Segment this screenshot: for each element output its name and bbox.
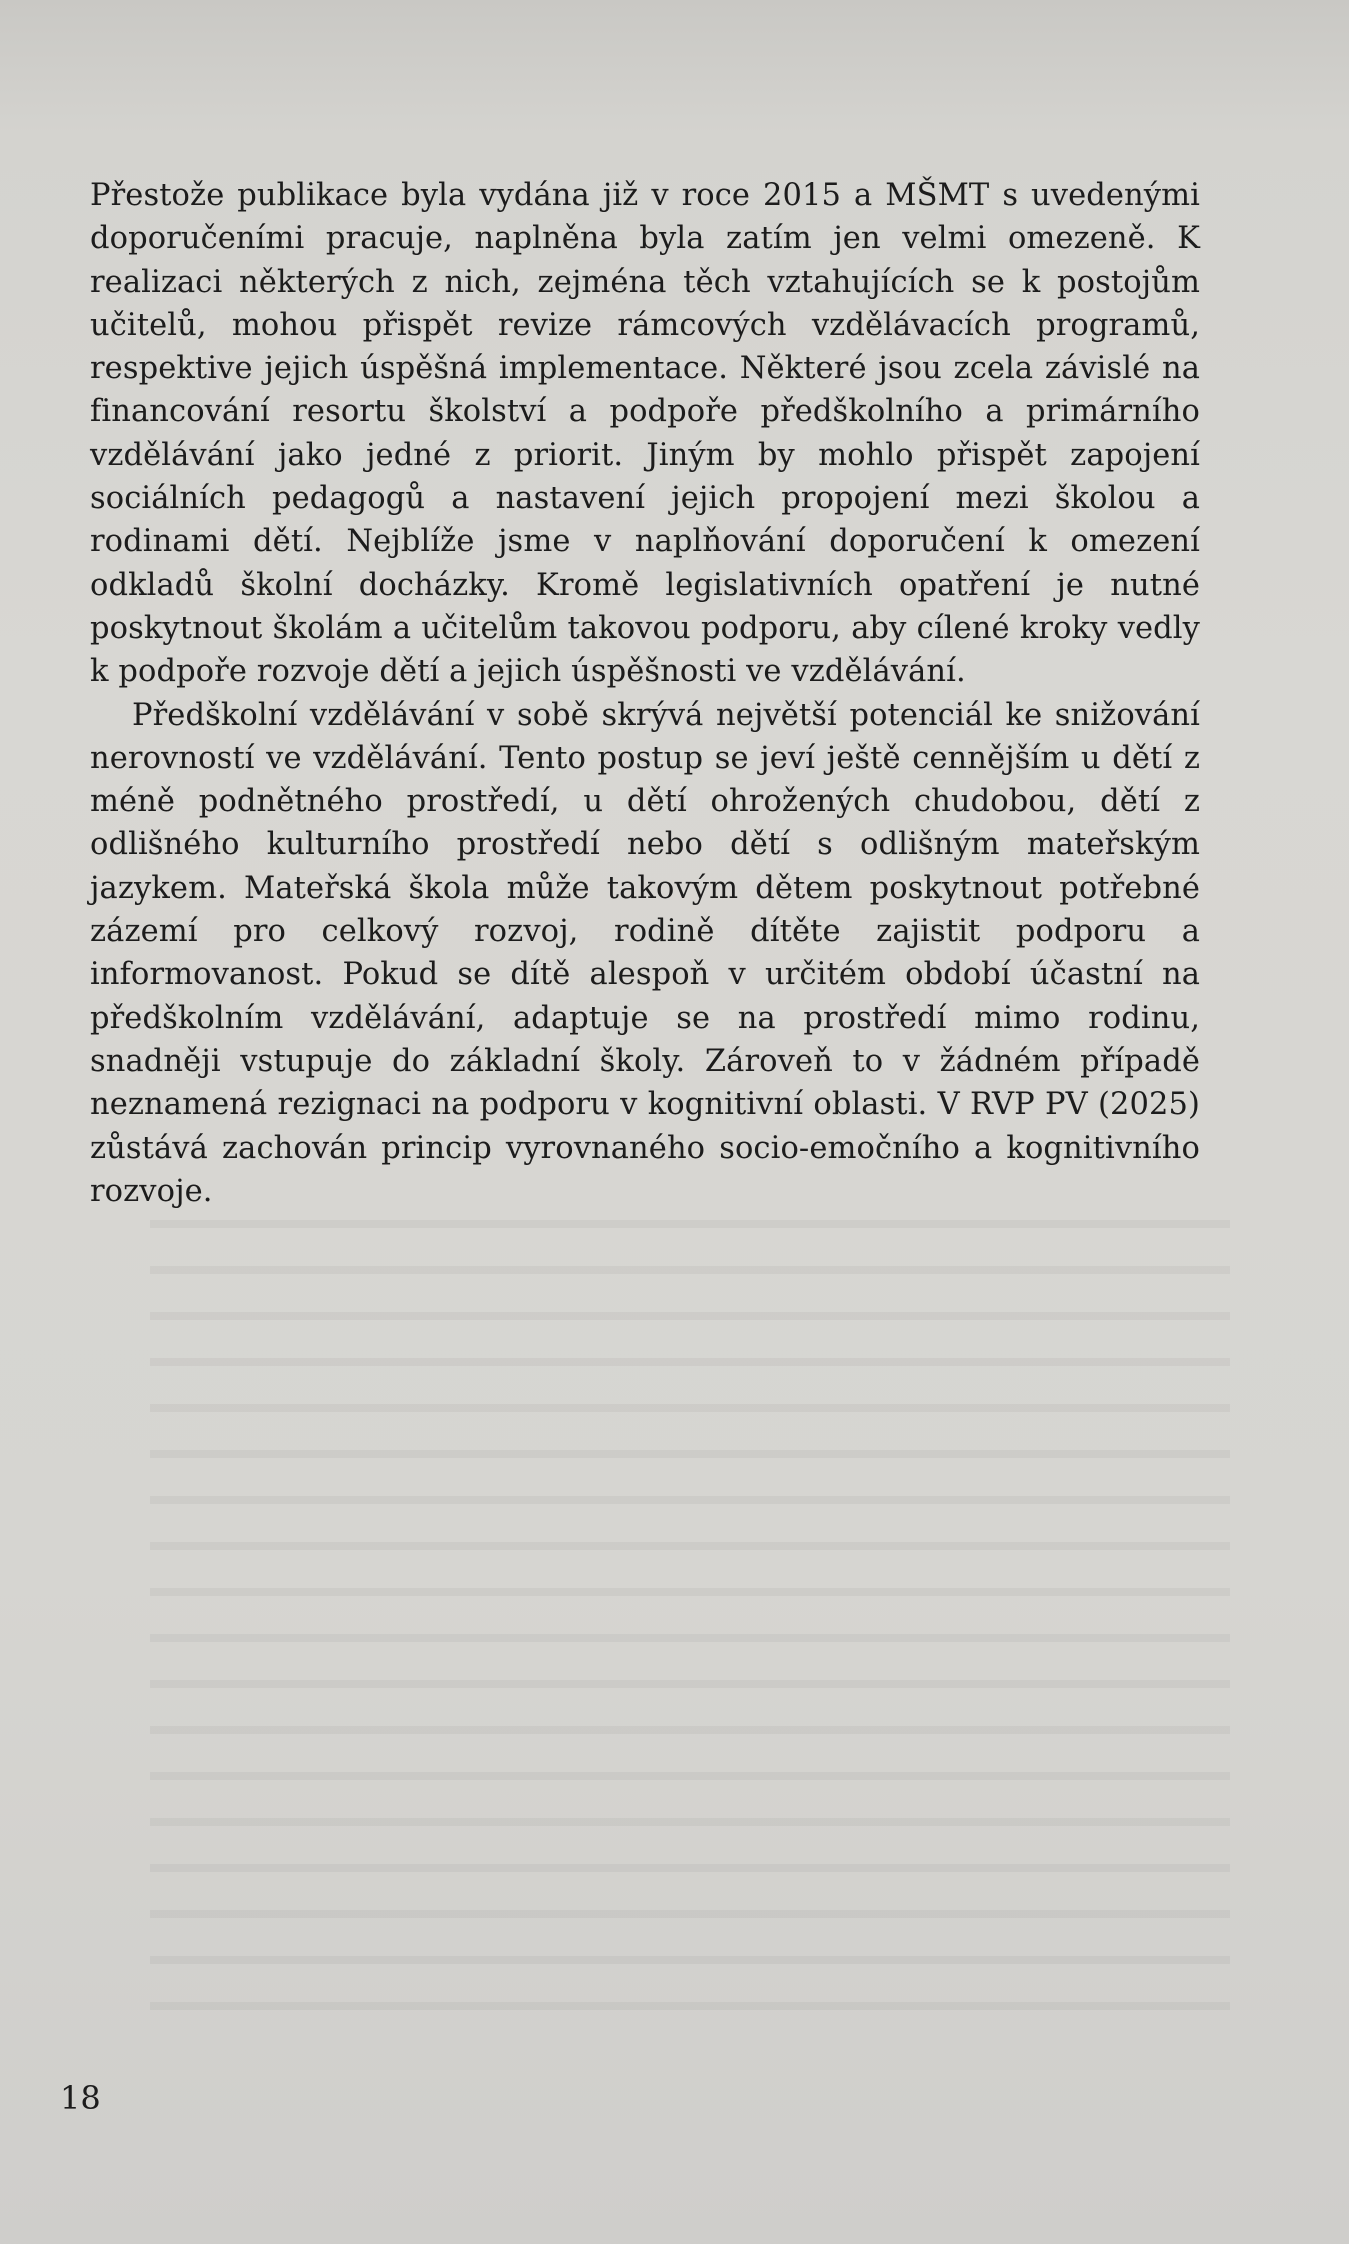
paragraph-2: Předškolní vzdělávání v sobě skrývá největší potenciál ke snižování nerovností ve vzdělávání. Tento postup se jeví ještě cennějším u dětí z méně podnětného prostředí, u dětí ohrožených chudobou, dětí z odlišného kulturního prostředí nebo dětí s odlišným mateřským jazykem. Mateřská škola může takovým dětem poskytnout potřebné zázemí pro celkový rozvoj, rodině dítěte zajistit podporu a informovanost. Pokud se dítě alespoň v určitém období účastní na předškolním vzdělávání, adaptuje se na prostředí mimo rodinu, snadněji vstupuje do základní školy. Zároveň to v žádném případě neznamená rezignaci na podporu v kognitivní oblasti. V RVP PV (2025) zůstává zachován princip vyrovnaného socio-emočního a kognitivního rozvoje.: [90, 697, 1200, 1209]
page-number: 18: [60, 2079, 101, 2117]
show-through-texture: [150, 1190, 1230, 2010]
paragraph-1: Přestože publikace byla vydána již v roce 2015 a MŠMT s uvedenými doporučeními pracuje, naplněna byla zatím jen velmi omezeně. K realizaci některých z nich, zejména těch vztahujících se k postojům učitelů, mohou přispět revize rámcových vzdělávacích programů, respektive jejich úspěšná implementace. Některé jsou zcela závislé na financování resortu školství a podpoře předškolního a primárního vzdělávání jako jedné z priorit. Jiným by mohlo přispět zapojení sociálních pedagogů a nastavení jejich propojení mezi školou a rodinami dětí. Nejblíže jsme v naplňování doporučení k omezení odkladů školní docházky. Kromě legislativních opatření je nutné poskytnout školám a učitelům takovou podporu, aby cílené kroky vedly k podpoře rozvoje dětí a jejich úspěšnosti ve vzdělávání.: [90, 178, 1200, 690]
body-text: [90, 174, 1200, 1213]
